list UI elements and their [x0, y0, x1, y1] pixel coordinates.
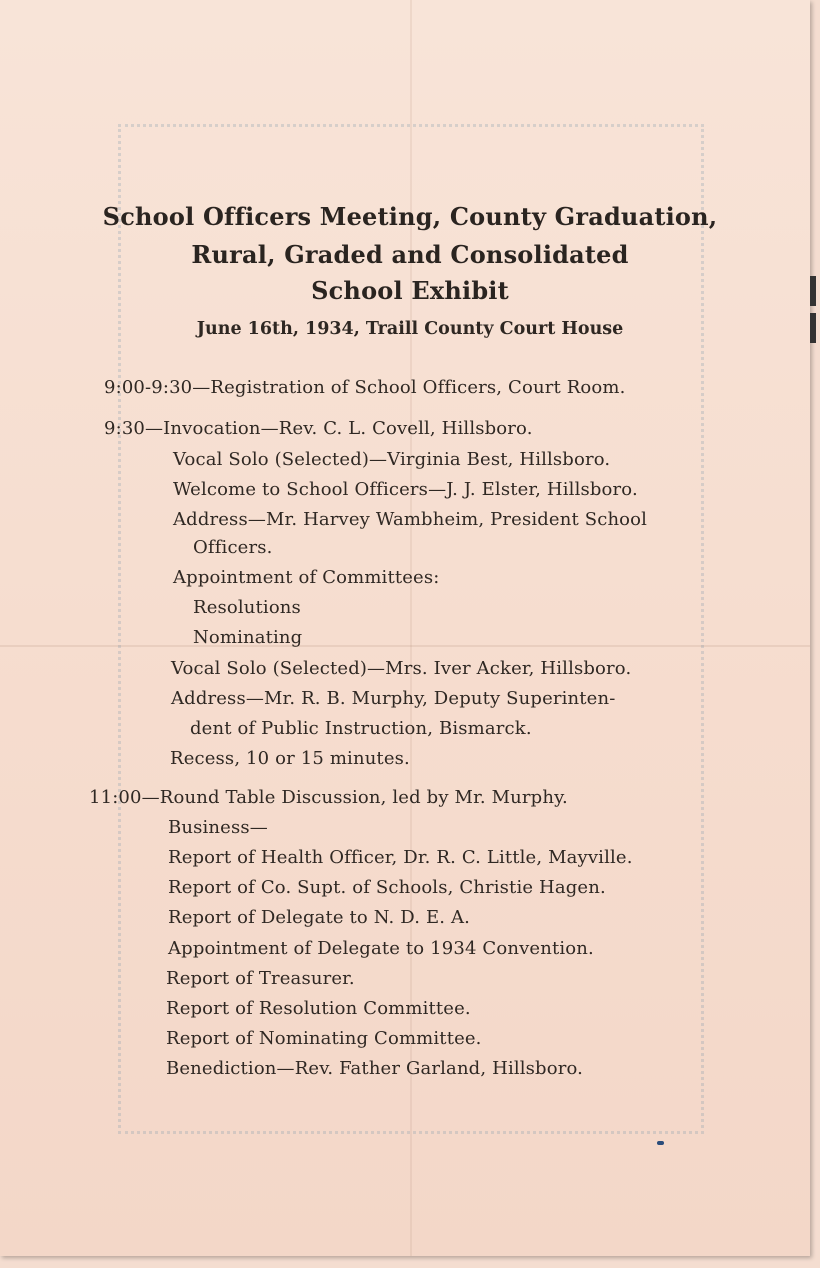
program-item: Report of Delegate to N. D. E. A.: [168, 907, 471, 928]
ink-spot: [657, 1141, 664, 1145]
staple-mark: [810, 276, 816, 306]
staple-mark: [810, 313, 816, 343]
program-item: Resolutions: [193, 597, 301, 618]
program-item: Appointment of Committees:: [173, 567, 440, 588]
program-item: 11:00—Round Table Discussion, led by Mr. Murphy.: [89, 787, 568, 808]
program-item: Address—Mr. R. B. Murphy, Deputy Superinten-: [171, 688, 616, 709]
program-item: Officers.: [193, 537, 273, 558]
program-item: Vocal Solo (Selected)—Mrs. Iver Acker, Hillsboro.: [171, 658, 632, 679]
program-item: Report of Health Officer, Dr. R. C. Little, Mayville.: [168, 847, 633, 868]
program-item: Report of Treasurer.: [166, 968, 355, 989]
program-item: Vocal Solo (Selected)—Virginia Best, Hillsboro.: [173, 449, 611, 470]
program-item: 9:00-9:30—Registration of School Officers, Court Room.: [104, 377, 626, 398]
program-item: Business—: [168, 817, 268, 838]
program-item: Address—Mr. Harvey Wambheim, President School: [173, 509, 648, 530]
program-item: Report of Co. Supt. of Schools, Christie Hagen.: [168, 877, 606, 898]
event-date-location: June 16th, 1934, Traill County Court House: [196, 319, 624, 339]
program-item: Appointment of Delegate to 1934 Convention.: [168, 938, 594, 959]
title-line-3: School Exhibit: [311, 276, 509, 305]
program-item: 9:30—Invocation—Rev. C. L. Covell, Hillsboro.: [104, 418, 533, 439]
program-item: dent of Public Instruction, Bismarck.: [190, 718, 532, 739]
program-item: Recess, 10 or 15 minutes.: [170, 748, 410, 769]
title-line-1: School Officers Meeting, County Graduation,: [102, 202, 718, 231]
program-item: Report of Nominating Committee.: [166, 1028, 482, 1049]
program-item: Report of Resolution Committee.: [166, 998, 471, 1019]
title-line-2: Rural, Graded and Consolidated: [191, 240, 629, 269]
program-item: Benediction—Rev. Father Garland, Hillsboro.: [166, 1058, 584, 1079]
program-item: Nominating: [193, 627, 303, 648]
program-item: Welcome to School Officers—J. J. Elster, Hillsboro.: [173, 479, 638, 500]
